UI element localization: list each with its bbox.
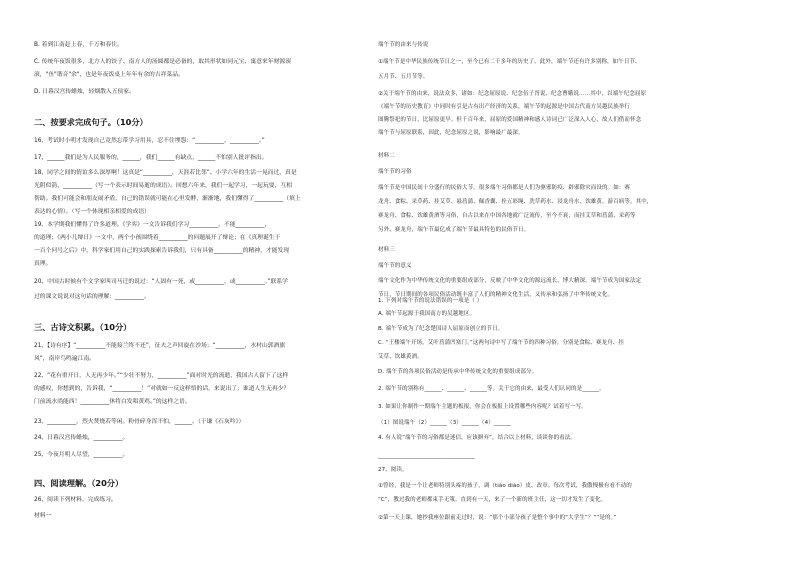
text-line: B. 端午节成为了纪念楚国诗人屈原而创立的节日。	[378, 326, 504, 332]
question-line: 23、__________，烈火焚烧若等闲。粉骨碎身浑不怕，______。（于谦《石灰吟》）	[34, 419, 245, 425]
text-line: ②关于端午节的由来，说法众多，诸如：纪念屈原说、纪念伍子胥说、纪念曹娥说……其中，以端午纪念屈原	[378, 91, 647, 97]
text-line: 端午节是中国民间十分盛行的民俗大节。很多端午习俗都是人们为驱邪防疫、辟邪除灾而设的。如：赛	[378, 185, 631, 191]
text-line: D. 端午节的各项民俗活动是传承中华传统文化的重要组成部分。	[378, 369, 538, 375]
text-line: C. 传统年夜饭很多，北方人的饺子、南方人的汤圆都是必备的，取其形状如同元宝，寓意来年财源滚	[34, 59, 291, 65]
question-line: 24、日暮汉宫传蜡烛，__________。	[34, 435, 129, 441]
question-line: 门前流水尚能西！__________休将白发唱黄鸡。”的这样之语。	[34, 399, 191, 405]
text-line: 端午节的习俗	[378, 169, 412, 175]
question-line: 16、考试时小明才发现自己竟然忘带学习用具，忍不住埋怨：“__________，__________。”	[34, 138, 265, 144]
text-line: 4. 有人说“端午节的习俗都是迷信，应该摒弃”，结合以上材料，谈谈你的看法。	[378, 435, 576, 441]
text-line: 五月节、五月节等。	[378, 74, 429, 80]
text-line: ②第一天上课，她抄我座位跟前走过时，说：“那个小部分孩子是整个事中的“大学生”？”“是的。”	[378, 515, 617, 521]
section-heading: 三、古诗文积累。（10分）	[34, 322, 132, 332]
section-heading: 二、按要求完成句子。（10分）	[34, 117, 148, 127]
question-line: 帮助。我们可能会和朋友闹矛盾，自己的错误就可能在心里发酵，渐渐地，我们懂得了__________（填上	[34, 196, 301, 202]
text-line: A. 端午节起源于我国南方的吴越地区。	[378, 311, 476, 317]
question-line: 的感叹，你想到的，告诉我，“__________！”对就如一反这样悟的话，来说出了：谁道人生无再少？	[34, 386, 290, 392]
text-line: B. 着到江南赶上春，千万和春住。	[34, 42, 123, 48]
text-line: 2. 端午节的别称有______、______、______等。关于它的由来，最受人们认同的是______。	[378, 386, 605, 392]
text-line: 艾草、饮雄黄酒。	[378, 354, 423, 360]
text-line: 1. 下列对端午节的说法错误的一项是（ ）	[378, 298, 483, 304]
text-line: 图腾祭祀的节日，比屈原更早。但千百年来，屈原的爱国精神和感人诗词已广泛深入人心，故人们借而怀念	[378, 117, 642, 123]
text-line: 滚，"鱼"谐音"余"，也是年夜饭桌上年年有余的吉祥菜品。	[34, 72, 184, 78]
text-line: 另外，赛龙舟，端午节最亿成了端午节最具特色的民俗节日。	[378, 227, 530, 233]
text-line: 3. 如果让你制作一期端午主题的板报，你会在板报上设置哪些内容呢？试着写一写。	[378, 404, 587, 410]
question-line: 21、【诗有序】“__________不能接兰终不还”，征夫之声回旋在沙场；“__________，水村山郭酒旗	[34, 343, 286, 349]
text-line: 端午文化作为中华传统文化的重要组成部分，反映了中华文化的源远流长、博大精深。端午节成为国家法定	[378, 278, 642, 284]
text-line: ①端午节是中华民族传统节日之一，至今已有二千多年的历史了。此外，端午节还有许多别称，如午日节、	[378, 59, 641, 65]
question-line: 真理。	[34, 261, 52, 267]
question-line: 过的课文说说对这句话的理解：__________。	[34, 294, 150, 300]
text-line: 材料三	[378, 247, 395, 253]
text-line: C. “王楼端午开场，艾叶菖蒲凹塞门。”这两句诗中写了端午节的四种习俗。分别是食粽、赛龙舟、挂	[378, 340, 624, 346]
question-line: 18、同学之间的情谊多么深厚啊！这真是“__________，天涯若比邻”。小学六年的生活一晃而过，真是	[34, 170, 297, 176]
question-line: 一百个问号之后》中，科学家们用自己的实践探索告诉我们，只有具备__________的精神，才能发现	[34, 248, 290, 254]
question-line: 风”，南岸鸟鸣遍江南。	[34, 356, 95, 362]
question-line: 表达的心情）。（写一个体现相亲相爱的成语）	[34, 209, 150, 215]
text-line: 龙舟、食粽、采草药、挂艾草、悬菖蒲、佩香囊、拴五彩绳、洗草药水、浸龙舟水、饮雄黄、游百病等。其中，	[378, 199, 653, 205]
text-line: 材料二	[378, 153, 395, 159]
text-line: （1）图说端午（2）______（3）______（4）______	[378, 420, 511, 426]
text-line: __________________________________	[378, 453, 475, 459]
text-line: ①曾经，我是一个让老师特别头疼的孩子，调（tiáo diào）皮、改章。每次考试，我傲慢极有看不动的	[378, 483, 632, 489]
question-line: 26、阅读下列材料，完成练习。	[34, 497, 117, 503]
text-line: 27、阅读。	[378, 467, 408, 473]
text-line: 端午节的由来与传说	[378, 42, 429, 48]
text-line: 赛龙舟、食粽、饮雄黄酒等习俗，自古以来在中国各地就广泛流传，至今不衰；而挂艾草和菖蒲、采药等	[378, 213, 636, 219]
question-line: 19、本学期我们懂得了许多道理。《学弈》一文告诉我们学习__________，不能__________，	[34, 222, 271, 228]
question-line: 材料一	[34, 513, 52, 519]
question-line: 的道理；《两小儿辩日》一文中，两个小孩围绕着__________的问题展开了辩论；在《真理诞生于	[34, 235, 281, 241]
question-line: 20、中国古时候有个文学家叫司马迁的说过：“人固有一死，或__________，或__________。”联系学	[34, 279, 288, 285]
question-line: 22、“花有重开日，人无再少年。”“少壮不努力，__________”面对时光的流逝，我国古人留下了这样	[34, 373, 289, 379]
question-line: 17、______我们是为人民服务的，______，我们______有缺点，______不怕别人批评指出。	[34, 155, 268, 161]
text-line: 《端午节的历史教育》中同时有引是古有出产经济的关系，端午节的起源是中国古代南方吴越民族举行	[378, 104, 631, 110]
section-heading: 四、阅读理解。（20分）	[34, 478, 124, 488]
text-line: “C”，教过我的老师都束手无策。直到有一天，来了一个新的班主任，这一切才发生了变化。	[378, 497, 607, 503]
text-line: 节日，节日期间的各项民俗活动既丰富了人们的精神文化生活，又传承和弘扬了中华传统文化。	[378, 292, 614, 298]
text-line: 端午节的意义	[378, 263, 412, 269]
text-line: 端午节与屈原联系，因此，纪念屈原之说，影响最广最深。	[378, 130, 524, 136]
question-line: 光阴似箭，__________（写一个表示时间易逝的成语）。回想六年来，我们一起学习，一起玩耍，互相	[34, 183, 292, 189]
question-line: 25、今夜月明人尽望，__________。	[34, 452, 129, 458]
text-line: D. 日暮汉宫传蜡烛，轻烟散入五侯家。	[34, 89, 135, 95]
